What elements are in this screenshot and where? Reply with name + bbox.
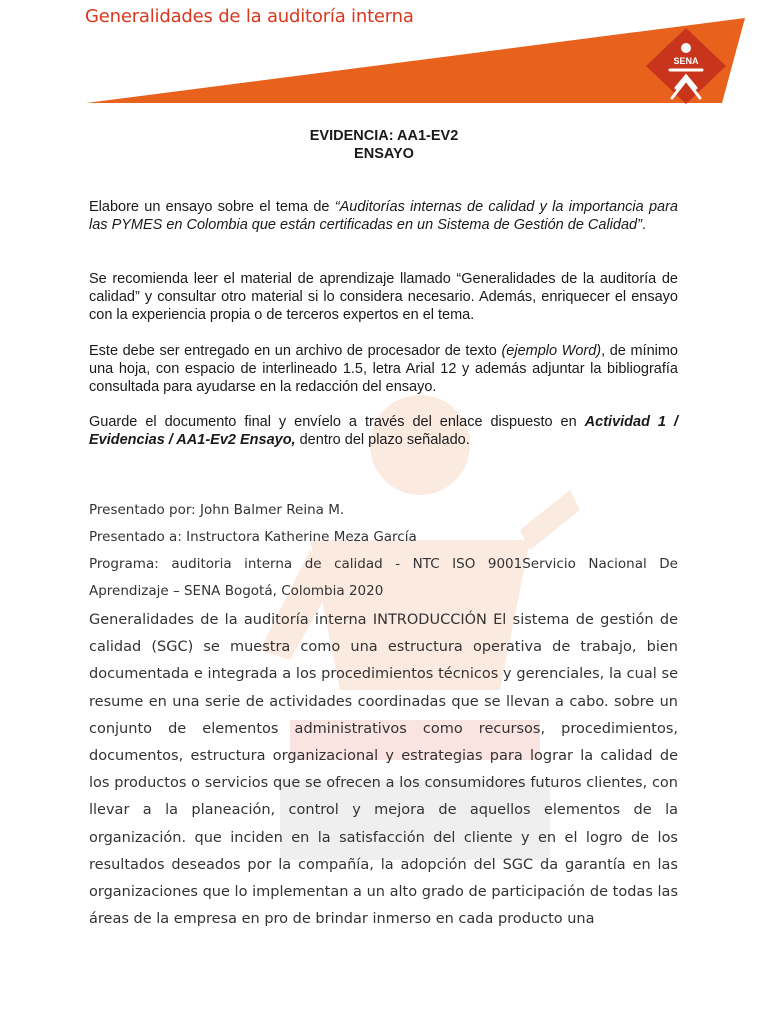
paragraph-2: Se recomienda leer el material de aprendizaje llamado “Generalidades de la auditoría de calidad” y consultar otro material si lo considera necesario. Además, enriquecer el ensayo con la experiencia propia o de terceros expertos en el tema. [89, 271, 678, 323]
presented-by: Presentado por: John Balmer Reina M. [89, 502, 345, 518]
p3-text-c: , de mínimo una hoja, con espacio de interlineado 1.5, letra Arial 12 y además adjuntar la bibliografía consultada para ayudarse en la redacción del ensayo. [89, 343, 678, 395]
orange-swoosh [86, 18, 745, 103]
paragraph-4 [89, 413, 678, 449]
document-title [0, 127, 768, 163]
program-info: Programa: auditoria interna de calidad - NTC ISO 9001Servicio Nacional De Aprendizaje – SENA Bogotá, Colombia 2020 [89, 556, 678, 599]
title-line-1: EVIDENCIA: AA1-EV2 [309, 128, 459, 144]
presented-to: Presentado a: Instructora Katherine Meza García [89, 529, 417, 545]
sena-logo-text: SENA [673, 56, 699, 66]
p3-text-a: Este debe ser entregado en un archivo de procesador de texto [89, 343, 502, 359]
p4-text-a: Guarde el documento final y envíelo a través del enlace dispuesto en [89, 414, 585, 430]
title-line-2: ENSAYO [354, 146, 414, 162]
header-title: Generalidades de la auditoría interna [85, 6, 414, 27]
essay-body: Generalidades de la auditoría interna INTRODUCCIÓN El sistema de gestión de calidad (SGC) se muestra como una estructura operativa de trabajo, bien documentada e integrada a los procedimientos técnicos y gerenciales, la cual se resume en una serie de actividades coordinadas que se llevan a cabo. sobre un conjunto de elementos administrativos como recursos, procedimientos, documentos, estructura organizacional y estrategias para lograr la calidad de los productos o servicios que se ofrecen a los consumidores futuros clientes, con llevar a la planeación, control y mejora de aquellos elementos de la organización. que inciden en la satisfacción del cliente y en el logro de los resultados deseados por la compañía, la adopción del SGC da garantía en las organizaciones que lo implementan a un alto grado de participación de todas las áreas de la empresa en pro de brindar inmerso en cada producto una [89, 612, 678, 928]
paragraph-3 [89, 342, 678, 396]
p1-text-a: Elabore un ensayo sobre el tema de [89, 199, 335, 215]
page-header [0, 0, 768, 110]
p3-text-b: (ejemplo Word) [501, 343, 602, 359]
p4-text-b: Actividad 1 / Evidencias / AA1-Ev2 Ensayo, [89, 414, 679, 448]
paragraph-1 [89, 198, 678, 234]
p1-text-c: . [641, 217, 646, 233]
p4-text-c: dentro del plazo señalado. [295, 432, 470, 448]
p1-text-b: “Auditorías internas de calidad y la importancia para las PYMES en Colombia que están certificadas en un Sistema de Gestión de Calidad” [89, 199, 678, 233]
